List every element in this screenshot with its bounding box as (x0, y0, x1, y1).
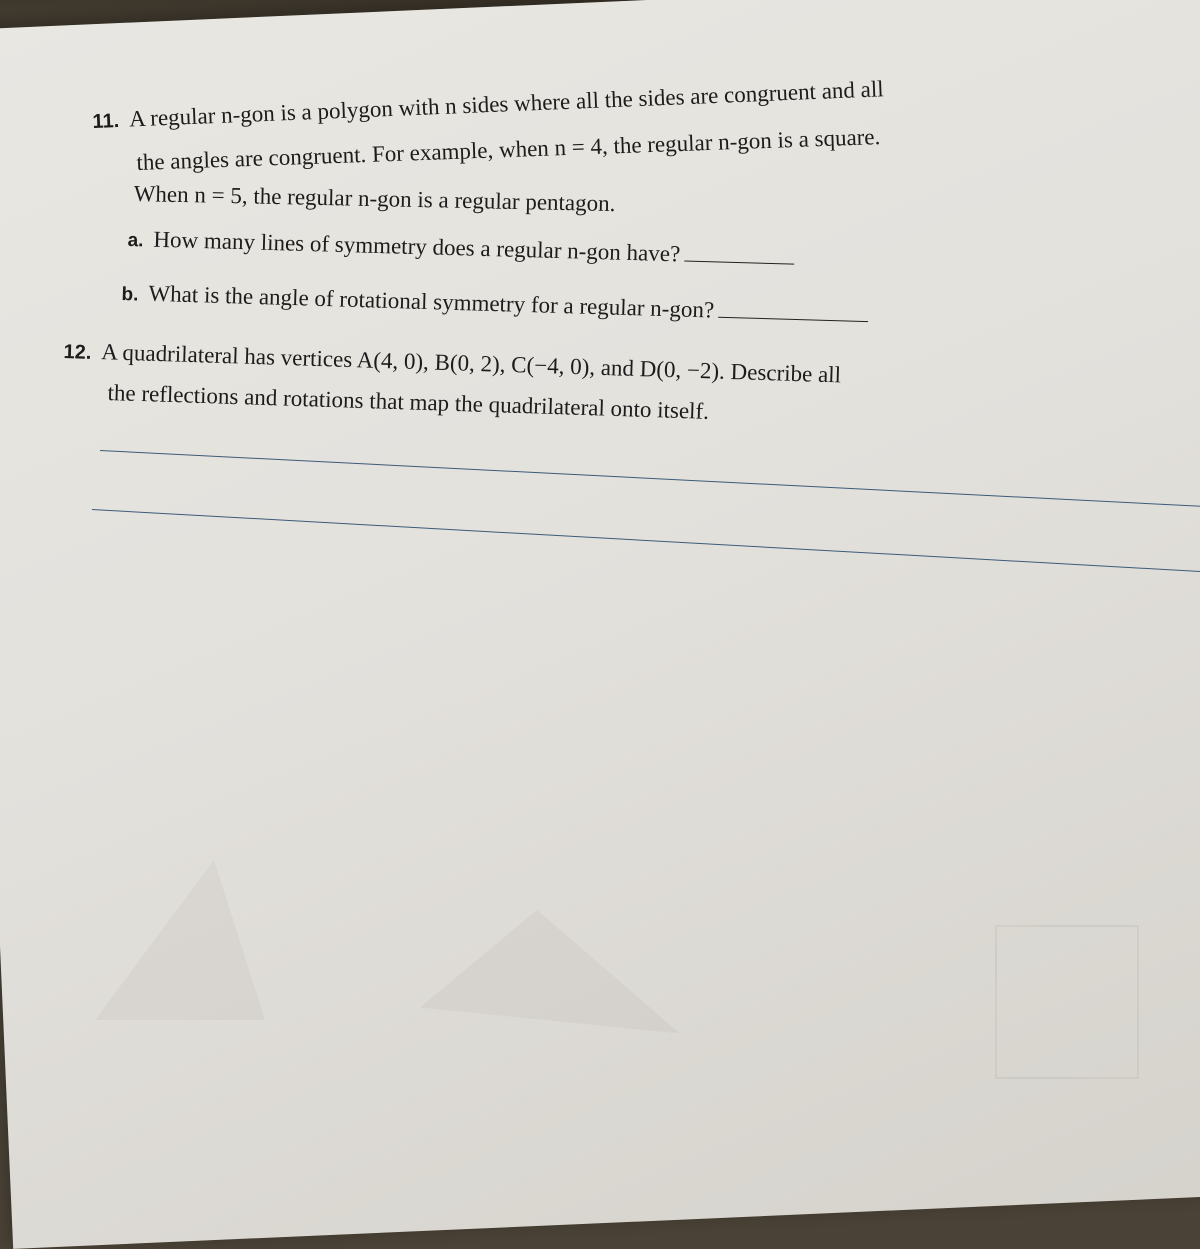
part-label: b. (121, 283, 139, 306)
question-12-answer-line-2[interactable] (92, 509, 1200, 572)
part-b-answer-blank[interactable] (718, 316, 868, 322)
part-b-text: What is the angle of rotational symmetry for a regular n-gon? (148, 280, 715, 323)
question-11-line-2: the angles are congruent. For example, when n = 4, the regular n-gon is a square. (136, 124, 881, 175)
question-11-line-3: When n = 5, the regular n-gon is a regular pentagon. (133, 181, 616, 217)
part-a-text: How many lines of symmetry does a regular n-gon have? (153, 226, 681, 267)
question-number: 11. (92, 109, 120, 133)
bleed-through-triangle-right (420, 910, 680, 1040)
question-11-part-a (127, 226, 794, 272)
bleed-through-triangle-left (95, 860, 265, 1020)
part-label: a. (127, 229, 144, 252)
question-11-part-b (121, 280, 868, 329)
question-11-line-1 (92, 76, 884, 135)
question-text: A regular n-gon is a polygon with n sides where all the sides are congruent and all (128, 76, 885, 132)
bleed-through-square (995, 925, 1139, 1079)
question-12-line-2: the reflections and rotations that map the quadrilateral onto itself. (107, 380, 710, 424)
question-number: 12. (63, 340, 92, 364)
question-12-answer-line-1[interactable] (100, 450, 1200, 507)
part-a-answer-blank[interactable] (684, 260, 794, 265)
question-11 (92, 76, 884, 135)
question-text: A quadrilateral has vertices A(4, 0), B(0, 2), C(−4, 0), and D(0, −2). Describe all (101, 339, 842, 388)
